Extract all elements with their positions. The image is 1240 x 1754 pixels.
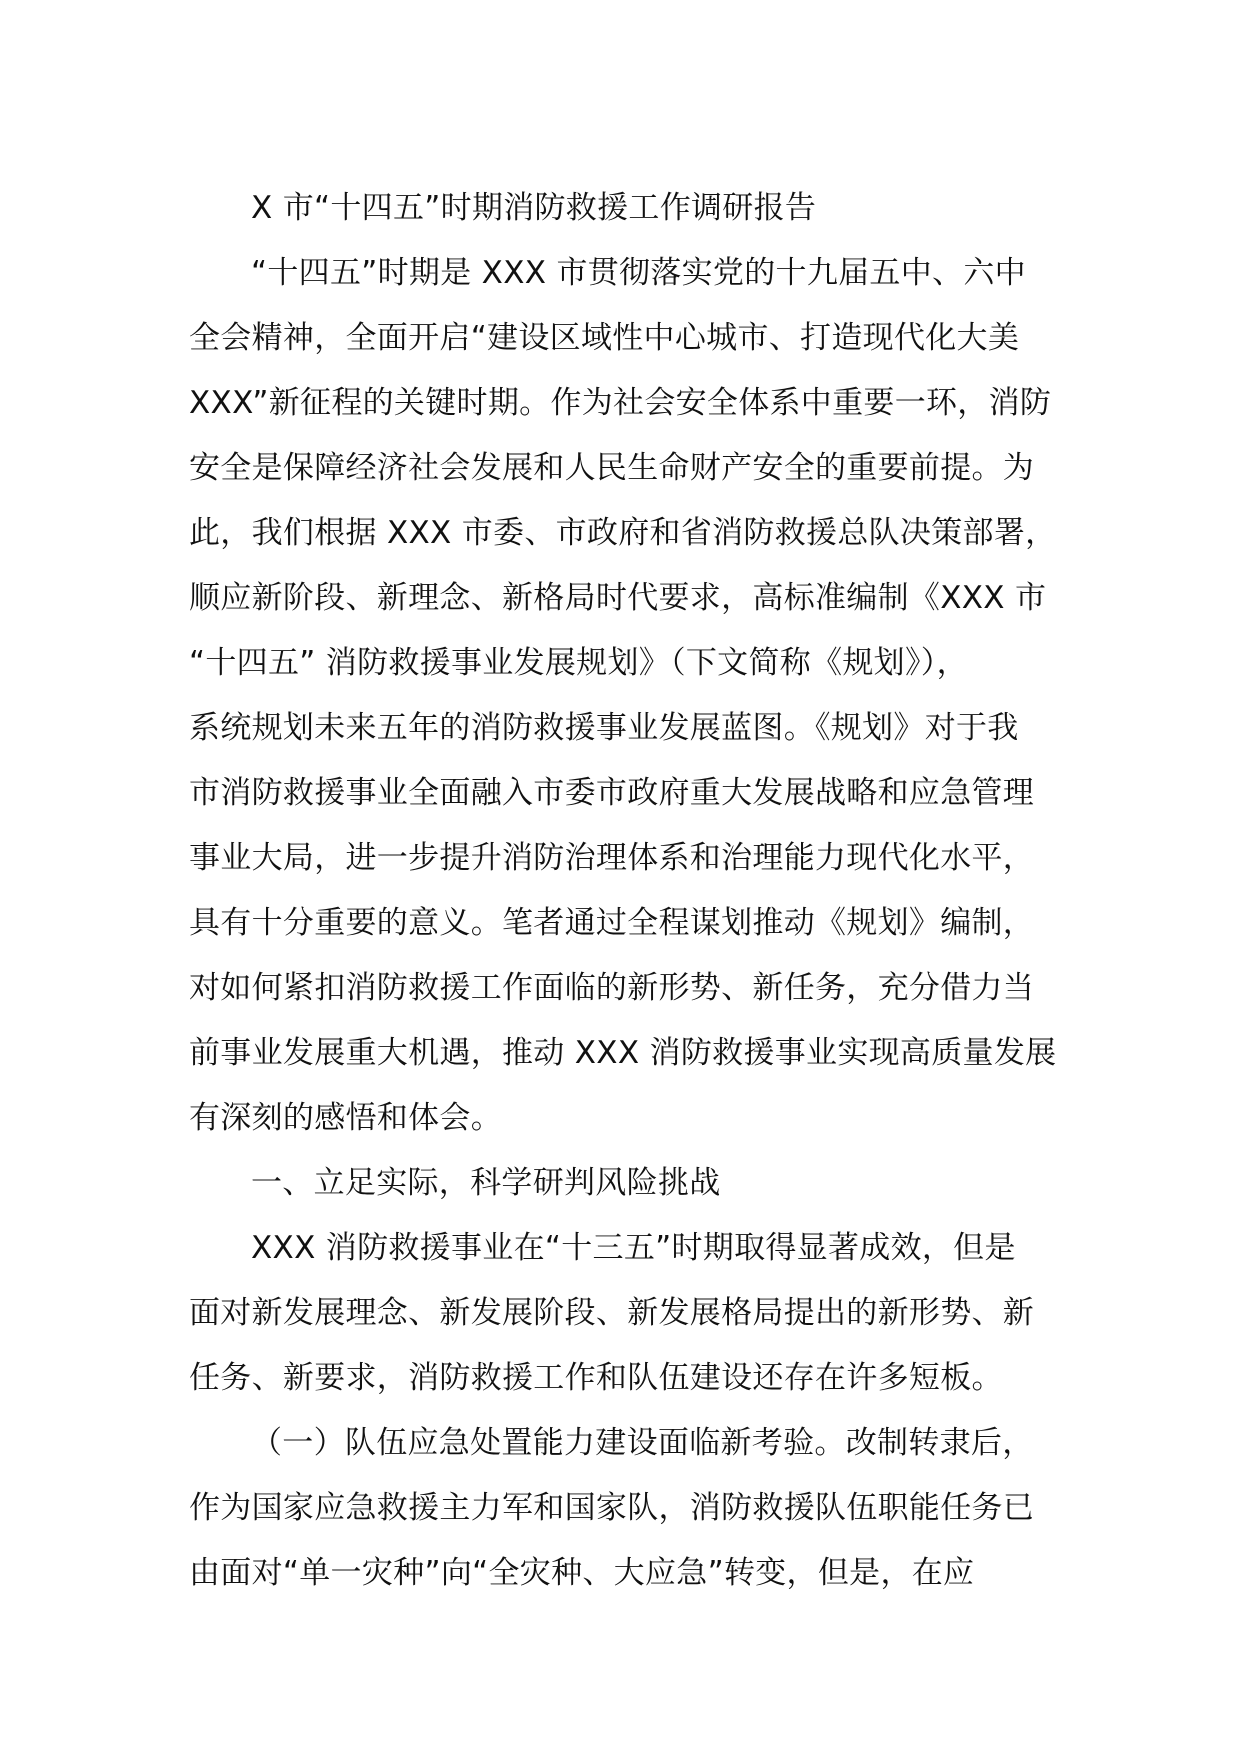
document-title: X 市“十四五”时期消防救援工作调研报告 [251, 190, 817, 226]
paragraph-line: XXX 消防救援事业在“十三五”时期取得显著成效，但是 [251, 1230, 1016, 1266]
paragraph-line: 此，我们根据 XXX 市委、市政府和省消防救援总队决策部署， [189, 515, 1057, 551]
paragraph-line: 具有十分重要的意义。笔者通过全程谋划推动《规划》编制， [189, 905, 1035, 941]
paragraph-line: 顺应新阶段、新理念、新格局时代要求，高标准编制《XXX 市 [189, 580, 1047, 616]
paragraph-line: （一）队伍应急处置能力建设面临新考验。改制转隶后， [251, 1425, 1034, 1461]
paragraph-line: 由面对“单一灾种”向“全灾种、大应急”转变，但是，在应 [189, 1555, 975, 1591]
paragraph-line: 安全是保障经济社会发展和人民生命财产安全的重要前提。为 [189, 450, 1035, 486]
paragraph-line: 面对新发展理念、新发展阶段、新发展格局提出的新形势、新 [189, 1295, 1035, 1331]
paragraph-line: 事业大局，进一步提升消防治理体系和治理能力现代化水平， [189, 840, 1035, 876]
paragraph-line: “十四五”时期是 XXX 市贯彻落实党的十九届五中、六中 [251, 255, 1026, 291]
paragraph-line: 对如何紧扣消防救援工作面临的新形势、新任务，充分借力当 [189, 970, 1035, 1006]
document-body [189, 176, 1059, 1606]
paragraph-line: “十四五” 消防救援事业发展规划》（下文简称《规划》）， [189, 645, 968, 681]
paragraph-line: 任务、新要求，消防救援工作和队伍建设还存在许多短板。 [189, 1360, 1003, 1396]
paragraph-line: 有深刻的感悟和体会。 [189, 1100, 502, 1136]
paragraph-line: 市消防救援事业全面融入市委市政府重大发展战略和应急管理 [189, 775, 1035, 811]
paragraph-line: 前事业发展重大机遇，推动 XXX 消防救援事业实现高质量发展 [189, 1035, 1057, 1071]
paragraph-line: 作为国家应急救援主力军和国家队，消防救援队伍职能任务已 [189, 1490, 1035, 1526]
paragraph-line: XXX”新征程的关键时期。作为社会安全体系中重要一环，消防 [189, 385, 1052, 421]
paragraph-line: 系统规划未来五年的消防救援事业发展蓝图。《规划》对于我 [189, 710, 1019, 746]
section-heading: 一、立足实际，科学研判风险挑战 [251, 1165, 721, 1201]
paragraph-line: 全会精神，全面开启“建设区域性中心城市、打造现代化大美 [189, 320, 1020, 356]
